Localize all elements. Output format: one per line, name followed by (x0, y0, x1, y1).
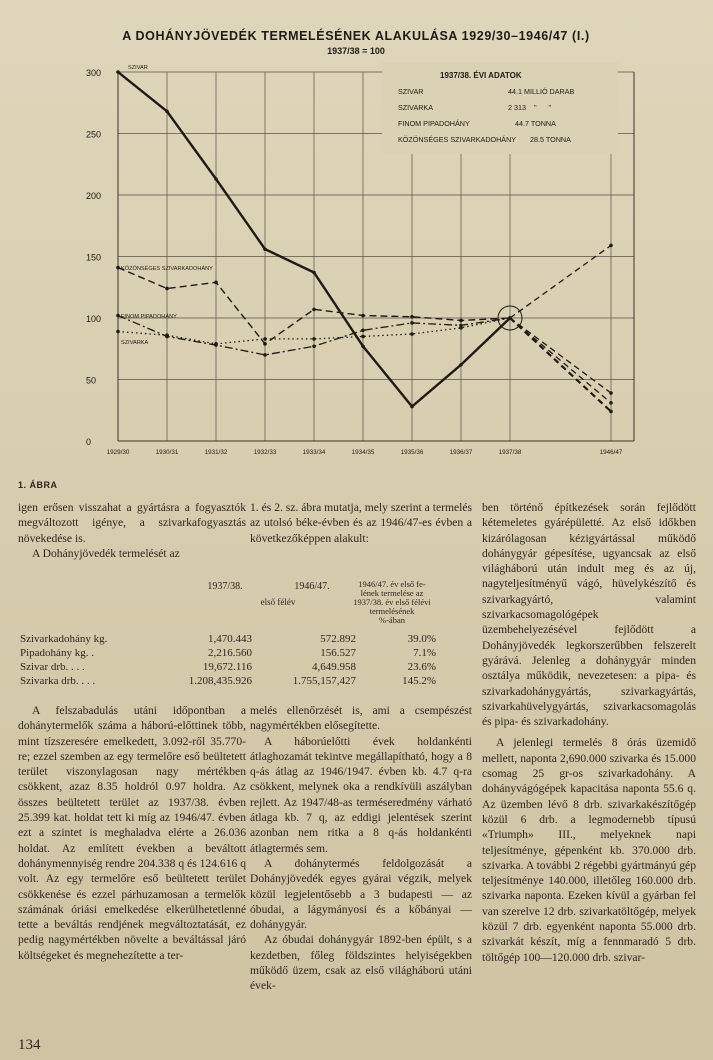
table-cell: Szivar drb. . . . (20, 661, 85, 673)
paragraph: A dohánytermés feldolgozását a Dohányjövedék egyes gyárai végzik, melyek közül legjelentősebb a 3 budapesti — az óbudai, a lágymányosi és a kőbányai — dohánygyár. (250, 856, 472, 932)
paragraph: A jelenlegi termelés 8 órás üzemidő mellett, naponta 2,690.000 szivarka és 15.000 csomag 25 gr-os szivarkadohány. A dohányvágógépek kapacitása naponta 55.6 q. Az üzemben lévő 8 drb. szivarkakészítőgép közül 6 drb. a legmodernebb típusú «Triumph» III., melyeknek napi teljesítménye, gépenként kb. 370.000 drb. szivarka. A további 2 régebbi gyártmányú gép teljesítménye 140.000, illetőleg 160.000 drb. szivarka naponta. Ezeken kívül a gyárban fel van szerelve 12 drb. szivarkatöltőgép, melyek közül 7 drb. egyenként naponta 55.000 drb. szivarkát készít, míg a fennmaradó 5 drb. töltőgép 100—120.000 drb. szivar- (482, 736, 696, 964)
table-header-1937: 1937/38. (207, 581, 243, 592)
series-extension (510, 318, 611, 403)
table-row (18, 646, 473, 660)
data-point (214, 342, 218, 346)
data-point (361, 344, 365, 348)
data-point (609, 401, 613, 405)
paragraph: A háborúelőtti évek holdankénti átlaghozamát tekintve megállapítható, hogy a 8 q-ás átlag az 1946/1947. évben kb. 4.7 q-ra csökkent, melynek oka a rendkívüli aszályban rejlett. Az 1947/48-as terméseredmény várható átlaga kb. 7 q, az eddigi jelentések szerint azonban nem ritka a 8 q-ás holdankénti átlagtermés sem. (250, 734, 472, 855)
x-tick-label: 1930/31 (155, 449, 179, 456)
data-point (410, 405, 414, 409)
table-row (18, 632, 473, 646)
chart-title: A DOHÁNYJÖVEDÉK TERMELÉSÉNEK ALAKULÁSA 1929/30–1946/47 (I.) (122, 29, 590, 43)
x-tick-label: 1936/37 (449, 449, 473, 456)
data-point (361, 329, 365, 333)
y-tick-label: 250 (86, 129, 102, 140)
y-tick-label: 100 (86, 314, 102, 324)
infobox-label: SZIVARKA (398, 103, 434, 112)
column-lower-middle (250, 703, 472, 994)
table-header-percent: 1946/47. év első fe- lének termelése az 1937/38. év első félévi termelésének %-ában (353, 579, 431, 625)
table-cell: 23.6% (407, 661, 436, 673)
data-point (410, 315, 414, 319)
series-extension (510, 318, 611, 393)
column-lower-left (18, 703, 246, 963)
infobox-value: 28.5 TONNA (530, 135, 571, 144)
paragraph: 1. és 2. sz. ábra mutatja, mely szerint a termelés az utolsó béke-évben és az 1946/47-es évben a következőképpen alakult: (250, 501, 472, 545)
data-point (459, 319, 463, 323)
infobox (382, 62, 618, 154)
data-point (263, 337, 267, 341)
table-cell: 19,672.116 (202, 661, 252, 673)
table-row (18, 660, 473, 674)
production-chart (0, 0, 713, 470)
production-table (18, 632, 473, 688)
column-upper-left (18, 500, 246, 561)
table-cell: 4,649.958 (312, 661, 356, 673)
data-point (263, 247, 267, 251)
infobox-value: 44.7 TONNA (515, 119, 556, 128)
data-point (410, 321, 414, 325)
data-point (165, 333, 169, 337)
y-tick-label: 150 (86, 252, 102, 263)
data-point (508, 316, 512, 320)
figure-caption: 1. ÁBRA (18, 480, 58, 490)
table-cell: Pipadohány kg. . (20, 647, 94, 659)
data-point (459, 326, 463, 330)
column-upper-middle (250, 500, 472, 546)
infobox-label: KÖZÖNSÉGES SZIVARKADOHÁNY (398, 135, 517, 144)
infobox-value: 44.1 MILLIÓ DARAB (508, 87, 575, 96)
table-cell: 2,216.560 (208, 647, 252, 659)
data-point (116, 266, 120, 270)
paragraph: A Dohányjövedék termelését az (32, 546, 180, 560)
table-cell: 572.892 (320, 633, 356, 645)
x-tick-label: 1932/33 (253, 449, 277, 456)
x-tick-label: 1946/47 (599, 449, 623, 456)
data-point (214, 177, 218, 181)
data-point (263, 353, 267, 357)
y-tick-label: 200 (86, 191, 102, 201)
data-point (312, 337, 316, 341)
chart-subtitle: 1937/38 = 100 (327, 46, 385, 56)
data-point (263, 342, 267, 346)
paragraph: melés ellenőrzését is, ami a csempészést nagymértékben elősegítette. (250, 704, 472, 733)
infobox-label: SZIVAR (398, 87, 424, 96)
y-tick-label: 300 (86, 68, 102, 78)
table-cell: Szivarka drb. . . . (20, 675, 96, 687)
table-cell: 145.2% (402, 675, 436, 687)
infobox-value: 2 313 " " (508, 103, 552, 112)
data-point (609, 410, 613, 414)
data-point (609, 244, 613, 248)
page-number: 134 (18, 1037, 41, 1053)
data-point (165, 287, 169, 291)
y-tick-label: 50 (86, 375, 97, 386)
x-tick-label: 1935/36 (400, 449, 424, 456)
data-point (410, 332, 414, 336)
data-point (116, 314, 120, 318)
table-cell: 1.208,435.926 (188, 675, 252, 687)
table-header-first-half: első félév (260, 597, 296, 607)
infobox-title: 1937/38. ÉVI ADATOK (440, 71, 522, 80)
table-cell: 7.1% (413, 647, 436, 659)
series-label: SZIVARKA (121, 340, 149, 346)
data-point (165, 110, 169, 114)
series-extension (510, 318, 611, 411)
table-cell: 39.0% (407, 633, 436, 645)
table-cell: 1.755,157,427 (292, 675, 356, 687)
paragraph: ben történő építkezések során fejlődött kétemeletes gyárépületté. Az első időkben kizárólagosan kézigyártással működő dohánygyár gépesítése, ugyancsak az első világháború után indult meg és az új, nagyteljesítményű vágó, hüvelykészítő és szivarkagyártó, valamint szivarkacsomagológépek üzembehelyezésével fejlődött a Dohányjövedék legkorszerűbben felszerelt gyárává. Jelenleg a dohánygyár minden osztálya működik, nevezetesen: a pipa- és szivarkadohánygyártás, szivarkagyártás, szivarkahüvelygyártás, szivarkacsomagolás és pipa- és szivarkadohány. (482, 501, 696, 729)
data-point (214, 281, 218, 285)
data-point (116, 70, 120, 74)
x-tick-label: 1931/32 (204, 449, 228, 456)
paragraph: Az óbudai dohánygyár 1892-ben épült, s a kezdetben, főleg földszintes helyiségekben működő üzem, csak az első világháború utáni évek- (250, 933, 472, 993)
data-point (459, 363, 463, 367)
data-point (361, 335, 365, 339)
y-tick-label: 0 (86, 437, 92, 447)
data-point (312, 271, 316, 275)
paragraph: A felszabadulás utáni időpontban a dohánytermelők száma a háború-előttinek több, mint tízszeresére emelkedett, 3.092-ről 35.770-re; ezzel szemben az egy termelőre eső beültetett terület viszonylagosan nagy mértékben csökkent, azaz 8.35 holdról 0.97 holdra. Az összes beültetett terület az 1937/38. évben 25.399 kat. holdat tett ki míg az 1946/47. évben ezt a szintet is meghaladva elérte a 26.036 holdat. Az említett években a beváltott dohánymennyiség rendre 204.338 q és 124.616 q volt. Az egy termelőre eső beültetett terület csökkenése és ezzel párhuzamosan a termelők számának óriási emelkedése elkerülhetetlenné tette a beváltás rendjének megváltoztatását, ez pedig nagymértékben növelte a beváltással járó költségeket és megnehezítette a ter- (18, 704, 246, 962)
table-cell: Szivarkadohány kg. (20, 633, 108, 645)
infobox-label: FINOM PIPADOHÁNY (398, 119, 470, 128)
data-point (116, 330, 120, 334)
table-cell: 1,470.443 (208, 633, 252, 645)
column-right-upper (482, 500, 696, 965)
data-point (312, 308, 316, 312)
x-tick-label: 1934/35 (351, 449, 375, 456)
paragraph: igen erősen visszahat a gyártásra a fogyasztók megváltozott igénye, a szivarkafogyasztás növekedése is. (18, 501, 246, 545)
table-cell: 156.527 (320, 647, 356, 659)
series-label: SZIVAR (128, 65, 148, 71)
data-point (361, 314, 365, 318)
table-header-1946: 1946/47. (294, 581, 330, 592)
data-point (609, 391, 613, 395)
series-label: FINOM PIPADOHÁNY (121, 314, 177, 320)
x-tick-label: 1933/34 (302, 449, 326, 456)
table-row (18, 674, 473, 688)
x-tick-label: 1929/30 (106, 449, 130, 456)
x-tick-label: 1937/38 (498, 449, 522, 456)
data-point (312, 344, 316, 348)
series-label: KÖZÖNSÉGES SZIVARKADOHÁNY (121, 266, 213, 272)
